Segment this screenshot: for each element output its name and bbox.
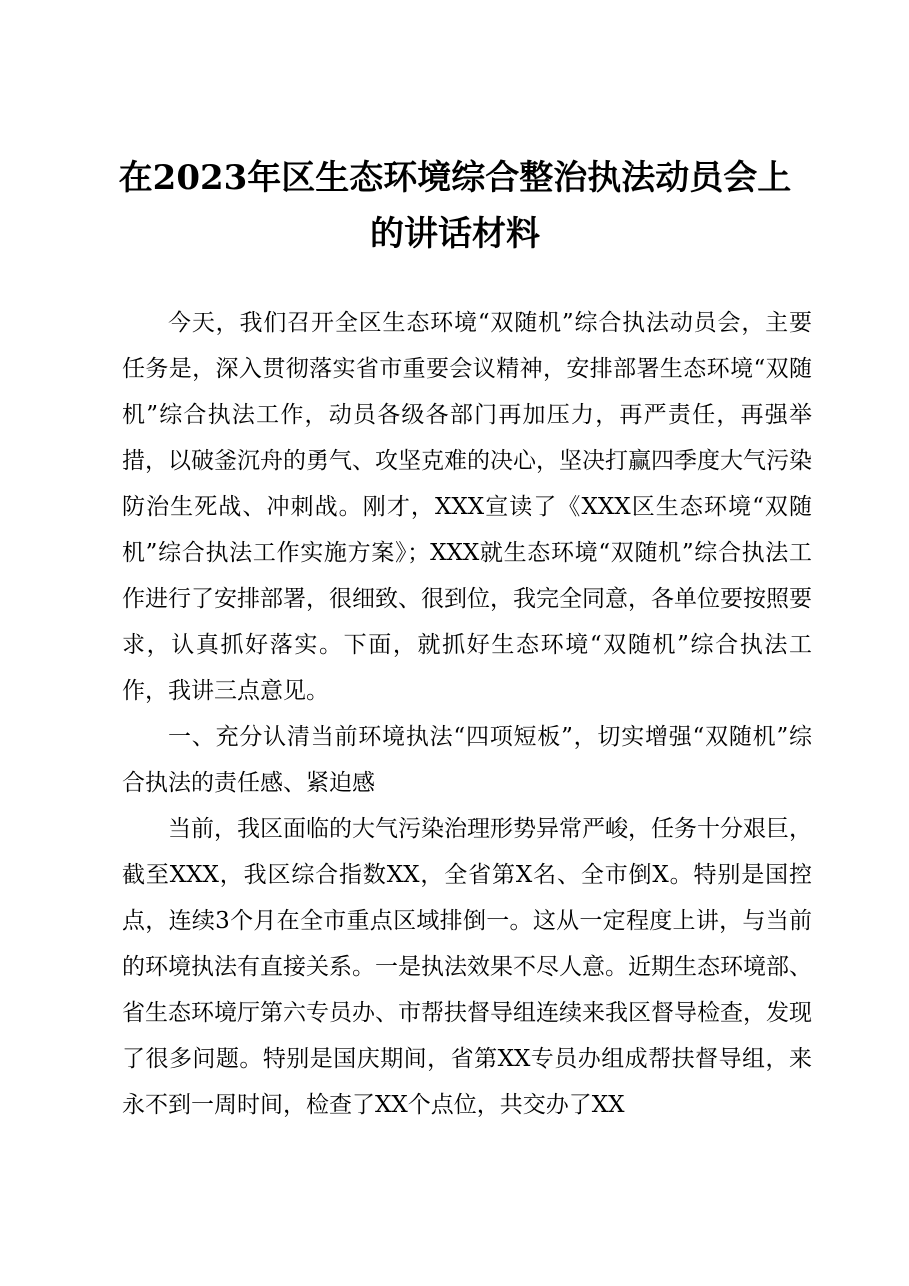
paragraph-current-situation: 当前，我区面临的大气污染治理形势异常严峻，任务十分艰巨，截至XXX，我区综合指数XX，全省第X名、全市倒X。特别是国控点，连续3个月在全市重点区域排倒一。这从一定程度上讲，与当前的环境执法有直接关系。一是执法效果不尽人意。近期生态环境部、省生态环境厅第六专员办、市帮扶督导组连续来我区督导检查，发现了很多问题。特别是国庆期间，省第XX专员办组成帮扶督导组，来永不到一周时间，检查了XX个点位，共交办了XX xyxy=(122,816,812,1118)
section-heading-1: 一、充分认清当前环境执法“四项短板”，切实增强“双随机”综合执法的责任感、紧迫感 xyxy=(122,724,812,796)
paragraph-intro: 今天，我们召开全区生态环境“双随机”综合执法动员会，主要任务是，深入贯彻落实省市重要会议精神，安排部署生态环境“双随机”综合执法工作，动员各级各部门再加压力，再严责任，再强举措，以破釜沉舟的勇气、攻坚克难的决心，坚决打赢四季度大气污染防治生死战、冲刺战。刚才，XXX宣读了《XXX区生态环境“双随机”综合执法工作实施方案》；XXX就生态环境“双随机”综合执法工作进行了安排部署，很细致、很到位，我完全同意，各单位要按照要求，认真抓好落实。下面，就抓好生态环境“双随机”综合执法工作，我讲三点意见。 xyxy=(122,310,812,704)
document-body xyxy=(122,300,812,1128)
document-title: 在2023年区生态环境综合整治执法动员会上的讲话材料 xyxy=(118,158,792,254)
